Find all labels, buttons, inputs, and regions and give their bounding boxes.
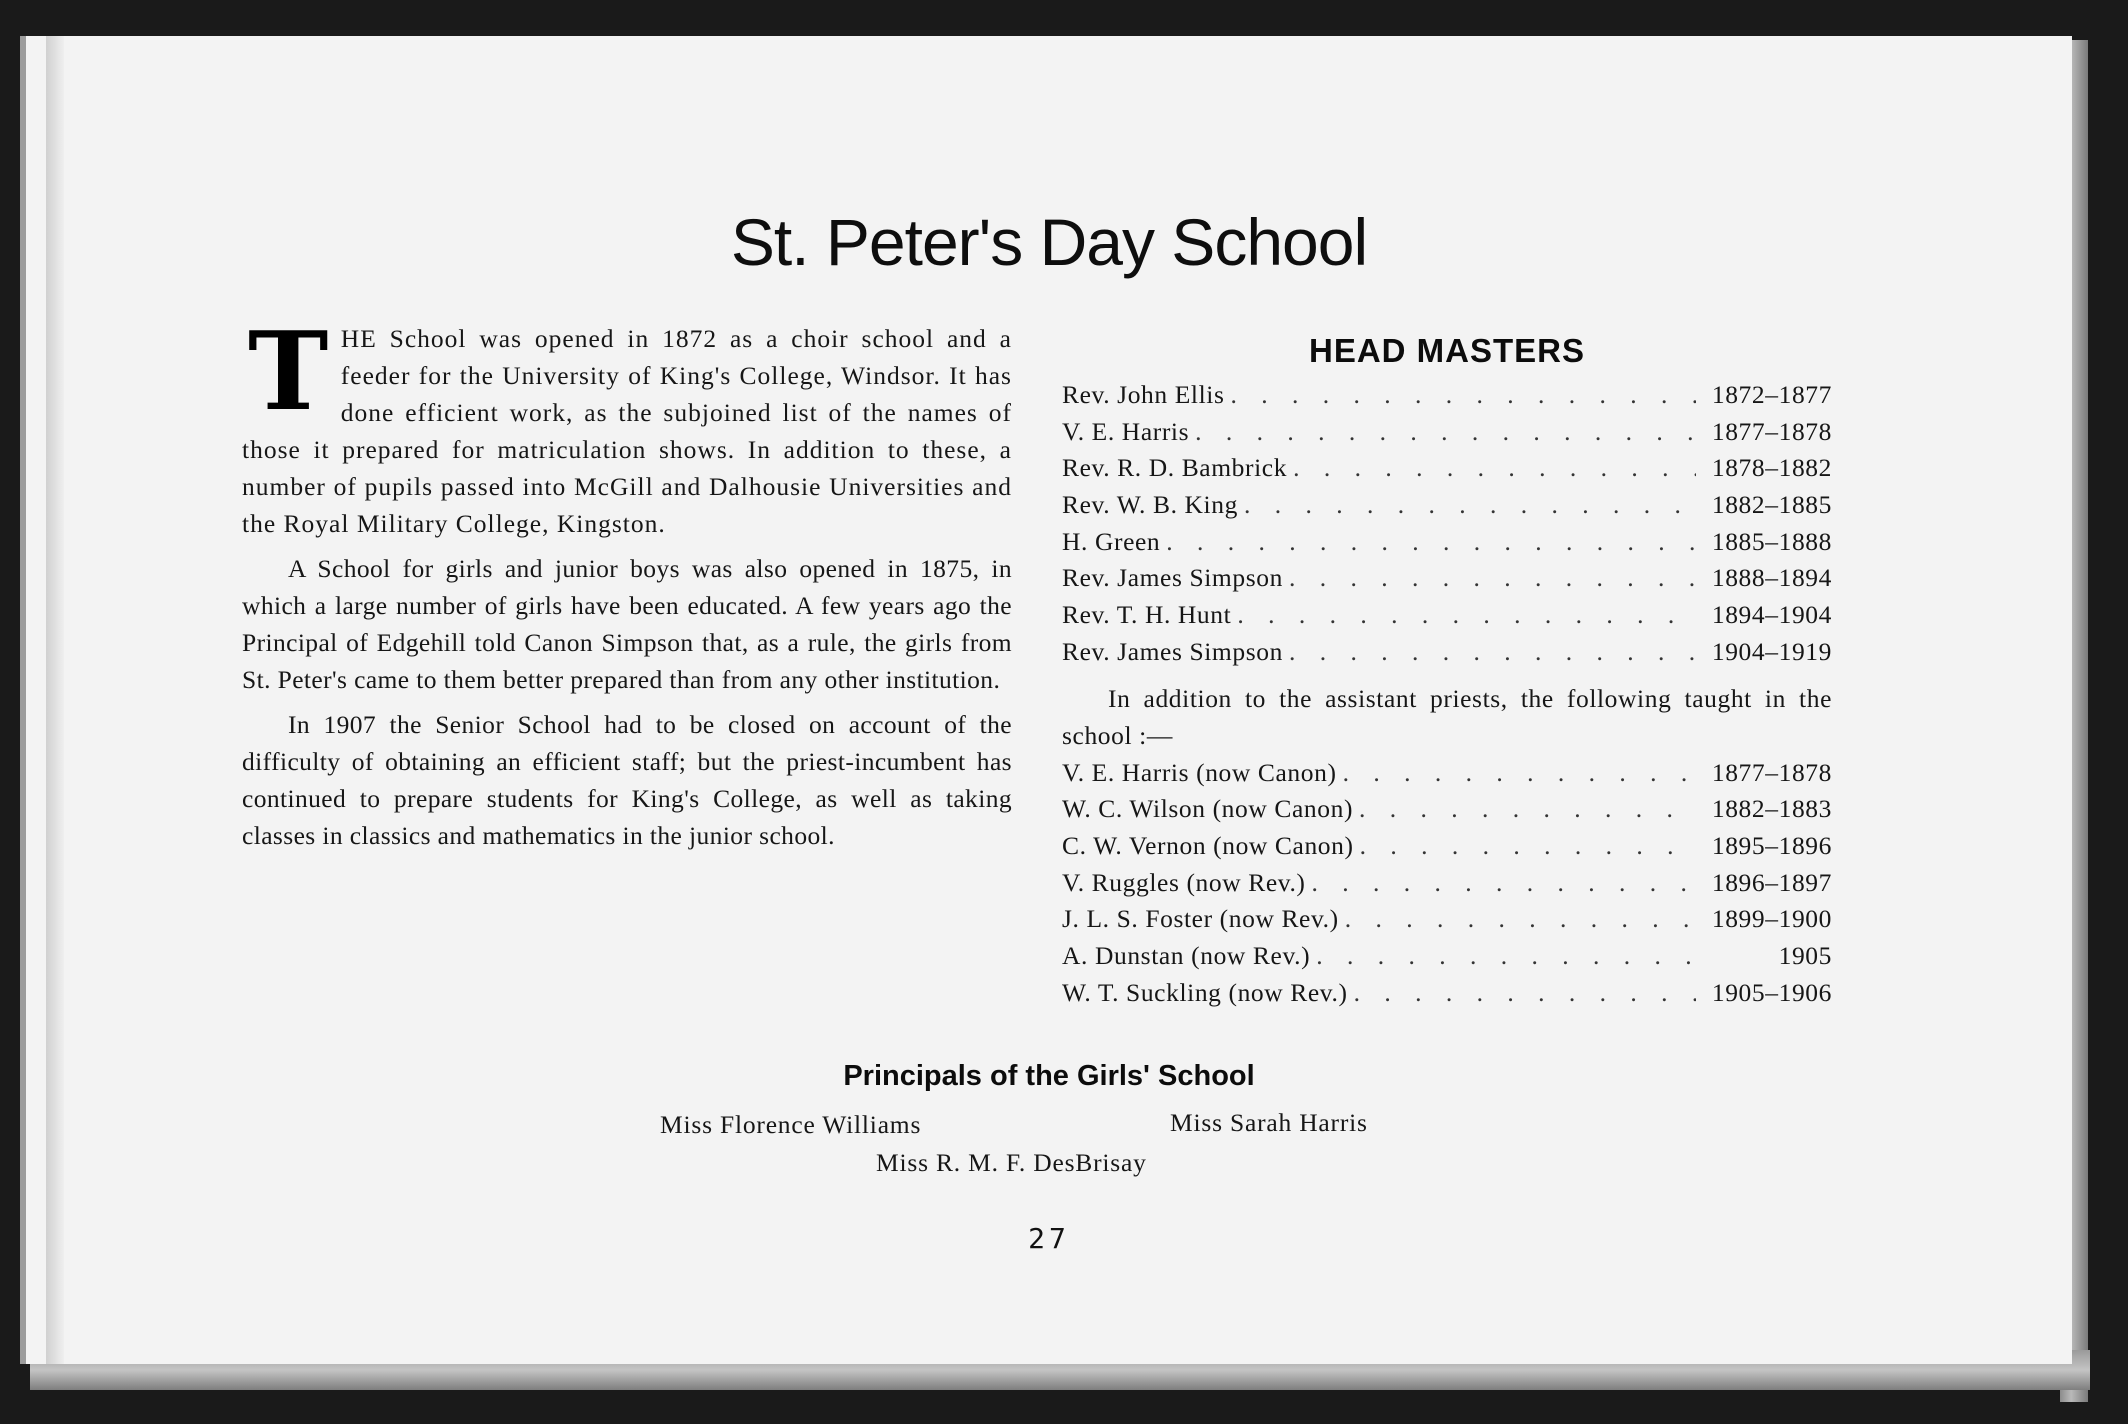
assistant-row: V. E. Harris (now Canon) . . . 1877–1878 bbox=[1062, 758, 1832, 795]
intro-paragraph-1: THE School was opened in 1872 as a choir school and a feeder for the University of King's College, Windsor. It has done efficient work, as the subjoined list of the names of those it prepared for matriculation shows. In addition to these, a number of pupils passed into McGill and Dalhousie Universities and the Royal Military College, Kingston. bbox=[242, 309, 1012, 538]
assistant-row: C. W. Vernon (now Canon) . . . 1895–1896 bbox=[1062, 831, 1832, 868]
assistant-row: W. T. Suckling (now Rev.) . . . 1905–1906 bbox=[1062, 978, 1832, 1015]
head-masters-heading: HEAD MASTERS bbox=[1308, 332, 1586, 369]
head-master-row: Rev. James Simpson . . . 1888–1894 bbox=[1062, 563, 1832, 600]
principal-name: Miss R. M. F. DesBrisay bbox=[876, 1148, 1147, 1177]
assistant-row: V. Ruggles (now Rev.) . . . 1896–1897 bbox=[1062, 868, 1832, 905]
intro-paragraph-2: A School for girls and junior boys was also opened in 1875, in which a large number of girls have been educated. A few years ago the Principal of Edgehill told Canon Simpson that, as a rule, the girls from St. Peter's came to them better prepared than from any other institution. bbox=[242, 554, 1012, 694]
girls-school-heading: Principals of the Girls' School bbox=[843, 1060, 1255, 1092]
principal-name: Miss Florence Williams bbox=[660, 1110, 922, 1139]
head-master-row: H. Green . . . 1885–1888 bbox=[1062, 527, 1832, 564]
page-title: St. Peter's Day School bbox=[730, 205, 1368, 279]
book-page bbox=[20, 36, 2072, 1364]
assistant-row: W. C. Wilson (now Canon) . . . 1882–1883 bbox=[1062, 794, 1832, 831]
head-master-row: V. E. Harris . . . 1877–1878 bbox=[1062, 417, 1832, 454]
principal-name: Miss Sarah Harris bbox=[1170, 1108, 1368, 1137]
intro-text-column bbox=[242, 309, 1012, 862]
drop-cap-letter: T bbox=[248, 309, 329, 435]
assistants-intro-text: In addition to the assistant priests, the following taught in the school :— bbox=[1062, 683, 1832, 750]
head-master-row: Rev. John Ellis . . . 1872–1877 bbox=[1062, 380, 1832, 417]
head-masters-column bbox=[1062, 332, 1832, 1014]
page-content bbox=[26, 36, 2072, 1364]
assistant-row: J. L. S. Foster (now Rev.) . . . 1899–1900 bbox=[1062, 904, 1832, 941]
head-master-row: Rev. James Simpson . . . 1904–1919 bbox=[1062, 637, 1832, 674]
head-master-row: Rev. W. B. King . . . 1882–1885 bbox=[1062, 490, 1832, 527]
intro-paragraph-3: In 1907 the Senior School had to be closed on account of the difficulty of obtaining an efficient staff; but the priest-incumbent has continued to prepare students for King's College, as well as taking classes in classics and mathematics in the junior school. bbox=[242, 710, 1012, 850]
head-master-row: Rev. T. H. Hunt . . . 1894–1904 bbox=[1062, 600, 1832, 637]
head-master-row: Rev. R. D. Bambrick . . . 1878–1882 bbox=[1062, 453, 1832, 490]
page-number: 27 bbox=[1028, 1222, 1070, 1255]
assistant-row: A. Dunstan (now Rev.) . . . 1905 bbox=[1062, 941, 1832, 978]
